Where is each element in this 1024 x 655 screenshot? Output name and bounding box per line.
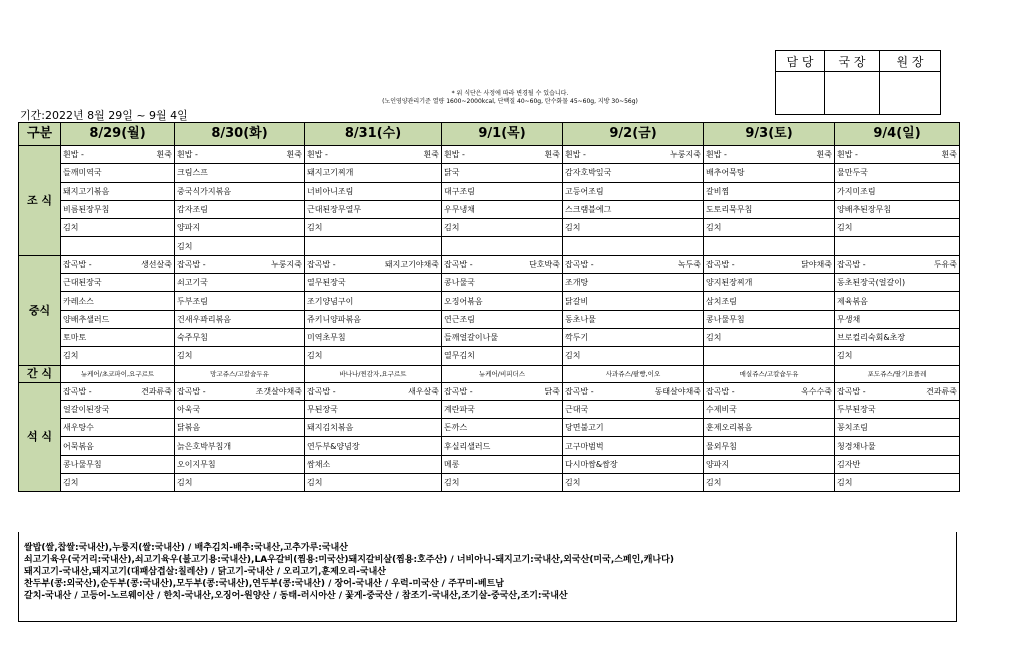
lunch-cell: 쇠고기국 [175,274,305,292]
dinner-cell [61,382,175,400]
breakfast-cell: 너비아니조림 [305,182,442,200]
dinner-cell: 닭볶음 [175,419,305,437]
dinner-rice: 잡곡밥 - [307,386,336,396]
approval-sign-director[interactable] [825,72,880,115]
dinner-cell: 후실리샐러드 [442,437,563,455]
dinner-label: 석 식 [19,382,61,492]
lunch-row [19,328,960,346]
lunch-cell: 오징어볶음 [442,292,563,310]
breakfast-porridge: 누룽지죽 [670,150,701,160]
dinner-cell: 물외무침 [704,437,835,455]
breakfast-cell: 김치 [305,219,442,237]
breakfast-cell: 중국식가지볶음 [175,182,305,200]
breakfast-cell: 들깨미역국 [61,164,175,182]
dinner-cell: 김치 [61,474,175,492]
breakfast-cell: 돼지고기볶음 [61,182,175,200]
breakfast-cell: 갈비찜 [704,182,835,200]
lunch-cell [704,347,835,365]
breakfast-porridge: 흰죽 [423,150,439,160]
approval-header-head: 원 장 [880,51,941,72]
dinner-cell: 당면불고기 [563,419,704,437]
dinner-row [19,455,960,473]
lunch-rice: 잡곡밥 - [177,259,206,269]
lunch-cell: 양지된장찌개 [704,274,835,292]
breakfast-rice: 흰밥 - [63,150,84,160]
dinner-cell: 무된장국 [305,400,442,418]
dinner-cell: 김치 [442,474,563,492]
breakfast-cell: 닭국 [442,164,563,182]
lunch-rice: 잡곡밥 - [63,259,92,269]
dinner-cell: 어묵볶음 [61,437,175,455]
dinner-cell: 연두부&양념장 [305,437,442,455]
lunch-row [19,347,960,365]
lunch-cell: 제육볶음 [835,292,960,310]
dinner-cell: 늙은호박부침개 [175,437,305,455]
breakfast-rice: 흰밥 - [444,150,465,160]
snack-cell: 뉴케어/초코파이,요구르트 [61,365,175,382]
lunch-cell: 김치 [61,347,175,365]
breakfast-cell: 도토리묵무침 [704,200,835,218]
lunch-cell: 깍두기 [563,328,704,346]
lunch-rice: 잡곡밥 - [837,259,866,269]
lunch-cell: 숙주무침 [175,328,305,346]
dinner-cell: 양파지 [704,455,835,473]
dinner-cell: 두부된장국 [835,400,960,418]
breakfast-cell: 김치 [61,219,175,237]
breakfast-row [19,164,960,182]
breakfast-cell: 김치 [442,219,563,237]
dinner-cell [704,382,835,400]
dinner-cell: 훈제오리볶음 [704,419,835,437]
lunch-cell: 김치 [175,347,305,365]
breakfast-cell: 감자조림 [175,200,305,218]
origin-line: 돼지고기-국내산,돼지고기(대패삼겹살:칠레산) / 닭고기-국내산 / 오리고기,훈제오리-국내산 [24,567,386,577]
snack-cell: 매실쥬스/고칼슘두유 [704,365,835,382]
header-day: 9/1(목) [442,123,563,146]
breakfast-porridge: 흰죽 [816,150,832,160]
lunch-cell: 쥬키니양파볶음 [305,310,442,328]
lunch-porridge: 녹두죽 [677,259,701,269]
lunch-cell [442,255,563,273]
origin-line: 찬두부(콩:외국산),순두부(콩:국내산),모두부(콩:국내산),연두부(콩:국내산) / 장어-국내산 / 우럭-미국산 / 주꾸미-베트남 [24,579,504,589]
dinner-cell: 얼갈이된장국 [61,400,175,418]
lunch-cell: 조개탕 [563,274,704,292]
dinner-rice: 잡곡밥 - [177,386,206,396]
dinner-cell [175,382,305,400]
lunch-cell: 미역초무침 [305,328,442,346]
breakfast-cell [305,237,442,255]
header-day: 9/4(일) [835,123,960,146]
dinner-porridge: 동태살야채죽 [654,386,701,396]
approval-box [775,50,941,115]
breakfast-cell: 비름된장무침 [61,200,175,218]
dinner-rice: 잡곡밥 - [706,386,735,396]
dinner-row [19,437,960,455]
dinner-cell: 김치 [563,474,704,492]
dinner-cell: 계란파국 [442,400,563,418]
lunch-cell: 근대된장국 [61,274,175,292]
lunch-cell [563,255,704,273]
breakfast-cell [835,146,960,164]
breakfast-cell: 가지미조림 [835,182,960,200]
dinner-porridge: 새우살죽 [408,386,439,396]
breakfast-rice: 흰밥 - [177,150,198,160]
snack-cell: 뉴케어/비피더스 [442,365,563,382]
lunch-rice: 잡곡밥 - [565,259,594,269]
lunch-row [19,310,960,328]
lunch-cell [835,255,960,273]
dinner-cell [442,382,563,400]
breakfast-row [19,146,960,164]
breakfast-rice: 흰밥 - [706,150,727,160]
lunch-cell: 동초된장국(얼갈이) [835,274,960,292]
dinner-porridge: 닭죽 [544,386,560,396]
dinner-cell: 메롱 [442,455,563,473]
lunch-cell: 김치 [305,347,442,365]
dinner-cell: 다시마쌈&쌈장 [563,455,704,473]
lunch-cell: 김치 [563,347,704,365]
breakfast-rice: 흰밥 - [837,150,858,160]
breakfast-cell: 배추어묵탕 [704,164,835,182]
breakfast-cell: 돼지고기찌개 [305,164,442,182]
breakfast-cell: 양파지 [175,219,305,237]
breakfast-cell: 물만두국 [835,164,960,182]
breakfast-cell [61,237,175,255]
lunch-cell: 콩나물국 [442,274,563,292]
dinner-cell: 쌈채소 [305,455,442,473]
breakfast-row [19,200,960,218]
dinner-rice: 잡곡밥 - [837,386,866,396]
dinner-cell: 돈까스 [442,419,563,437]
dinner-cell: 콩나물무침 [61,455,175,473]
snack-cell: 망고쥬스/고칼슘두유 [175,365,305,382]
breakfast-cell: 김치 [175,237,305,255]
dinner-porridge: 옥수수죽 [801,386,832,396]
dinner-rice: 잡곡밥 - [444,386,473,396]
notice-line-1: * 위 식단은 사정에 따라 변경될 수 있습니다. [451,90,569,97]
breakfast-cell [835,237,960,255]
lunch-cell: 닭갈비 [563,292,704,310]
breakfast-rice: 흰밥 - [307,150,328,160]
breakfast-cell: 대구조림 [442,182,563,200]
lunch-porridge: 단호박죽 [529,259,560,269]
dinner-cell: 새우탕수 [61,419,175,437]
lunch-rice: 잡곡밥 - [307,259,336,269]
dinner-cell: 김치 [305,474,442,492]
lunch-porridge: 누룽지죽 [271,259,302,269]
lunch-cell: 열무된장국 [305,274,442,292]
dinner-porridge: 견과류죽 [141,386,172,396]
dinner-cell: 꽁치조림 [835,419,960,437]
dinner-row [19,474,960,492]
breakfast-row [19,182,960,200]
lunch-cell [175,255,305,273]
lunch-cell: 동초나물 [563,310,704,328]
lunch-cell [305,255,442,273]
breakfast-rice: 흰밥 - [565,150,586,160]
header-day: 9/3(토) [704,123,835,146]
breakfast-porridge: 흰죽 [941,150,957,160]
origin-line: 쌀밥(쌀,찹쌀:국내산),누룽지(쌀:국내산) / 배추김치-배추:국내산,고추가루:국내산 [24,543,348,553]
breakfast-cell: 근대된장무열무 [305,200,442,218]
period: 기간:2022년 8월 29일 ~ 9월 4일 [20,109,188,122]
lunch-cell: 무생채 [835,310,960,328]
breakfast-cell [175,146,305,164]
dinner-rice: 잡곡밥 - [565,386,594,396]
origin-info [18,532,957,622]
dinner-row [19,400,960,418]
lunch-row [19,255,960,273]
dinner-cell: 김치 [835,474,960,492]
header-label: 구분 [19,123,61,146]
lunch-cell: 카레소스 [61,292,175,310]
breakfast-cell: 스크램블에그 [563,200,704,218]
dinner-cell: 돼지김치볶음 [305,419,442,437]
lunch-label: 중식 [19,255,61,365]
origin-line: 갈치-국내산 / 고등어-노르웨이산 / 한치-국내산,오징어-원양산 / 동태-러시아산 / 꽃게-중국산 / 참조기-국내산,조기살-중국산,조기:국내산 [24,591,568,601]
approval-sign-head[interactable] [880,72,941,115]
dinner-row [19,419,960,437]
breakfast-cell: 김치 [835,219,960,237]
lunch-porridge: 두유죽 [933,259,957,269]
lunch-cell: 브로컬리숙회&초장 [835,328,960,346]
lunch-row [19,292,960,310]
header-day: 8/30(화) [175,123,305,146]
breakfast-cell [442,237,563,255]
approval-sign-manager[interactable] [776,72,825,115]
dinner-rice: 잡곡밥 - [63,386,92,396]
breakfast-cell [563,146,704,164]
lunch-cell: 토마토 [61,328,175,346]
breakfast-cell [305,146,442,164]
lunch-cell: 양배추샐러드 [61,310,175,328]
dinner-cell: 수제비국 [704,400,835,418]
lunch-row [19,274,960,292]
lunch-cell [61,255,175,273]
snack-row [19,365,960,382]
lunch-porridge: 생선살죽 [141,259,172,269]
breakfast-row [19,219,960,237]
breakfast-cell [442,146,563,164]
lunch-cell [704,255,835,273]
lunch-cell: 조기양념구이 [305,292,442,310]
lunch-rice: 잡곡밥 - [706,259,735,269]
notice [300,90,720,106]
header-day: 8/31(수) [305,123,442,146]
dinner-cell: 김자반 [835,455,960,473]
breakfast-label: 조 식 [19,146,61,256]
notice-line-2: (노인영양관리기준 열량 1600~2000kcal, 단백질 40~60g, 탄수화물 45~60g, 지방 30~56g) [382,98,638,105]
breakfast-cell: 양배추된장무침 [835,200,960,218]
dinner-cell: 청경채나물 [835,437,960,455]
weekly-menu-table [18,122,960,492]
breakfast-row [19,237,960,255]
breakfast-porridge: 흰죽 [156,150,172,160]
dinner-cell: 김치 [175,474,305,492]
lunch-porridge: 돼지고기야채죽 [384,259,439,269]
dinner-row [19,382,960,400]
origin-line: 쇠고기육우(국거리:국내산),쇠고기육우(불고기용:국내산),LA우갈비(찜용:미국산)돼지갈비살(찜용:호주산) / 너비아니-돼지고기:국내산,외국산(미국,스페인,캐나다) [24,555,674,565]
breakfast-cell [563,237,704,255]
dinner-cell: 오이지무침 [175,455,305,473]
snack-cell: 포도쥬스/딸기요플레 [835,365,960,382]
dinner-porridge: 견과류죽 [926,386,957,396]
lunch-rice: 잡곡밥 - [444,259,473,269]
snack-cell: 사과쥬스/팥빵,이오 [563,365,704,382]
breakfast-cell: 고등어조림 [563,182,704,200]
breakfast-cell [704,237,835,255]
lunch-porridge: 닭야채죽 [801,259,832,269]
dinner-cell [563,382,704,400]
header-row [19,123,960,146]
dinner-porridge: 조갯살야채죽 [255,386,302,396]
dinner-cell [305,382,442,400]
lunch-cell: 연근조림 [442,310,563,328]
dinner-cell: 김치 [704,474,835,492]
lunch-cell: 두부조림 [175,292,305,310]
dinner-cell: 고구마범벅 [563,437,704,455]
breakfast-cell [704,146,835,164]
lunch-cell: 들깨얼갈이나물 [442,328,563,346]
dinner-cell: 근대국 [563,400,704,418]
snack-label: 간 식 [19,365,61,382]
lunch-cell: 삼치조림 [704,292,835,310]
dinner-cell: 아욱국 [175,400,305,418]
approval-header-director: 국 장 [825,51,880,72]
breakfast-cell: 김치 [563,219,704,237]
header-day: 9/2(금) [563,123,704,146]
lunch-cell: 콩나물무침 [704,310,835,328]
header-day: 8/29(월) [61,123,175,146]
breakfast-cell: 김치 [704,219,835,237]
snack-cell: 바나나/찐감자,요구르트 [305,365,442,382]
breakfast-cell: 감자호박잎국 [563,164,704,182]
lunch-cell: 김치 [704,328,835,346]
breakfast-cell: 크림스프 [175,164,305,182]
breakfast-cell: 우무냉채 [442,200,563,218]
breakfast-porridge: 흰죽 [286,150,302,160]
lunch-cell: 열무김치 [442,347,563,365]
approval-header-manager: 담 당 [776,51,825,72]
breakfast-porridge: 흰죽 [544,150,560,160]
breakfast-cell [61,146,175,164]
lunch-cell: 김치 [835,347,960,365]
dinner-cell [835,382,960,400]
lunch-cell: 건새우꽈리볶음 [175,310,305,328]
